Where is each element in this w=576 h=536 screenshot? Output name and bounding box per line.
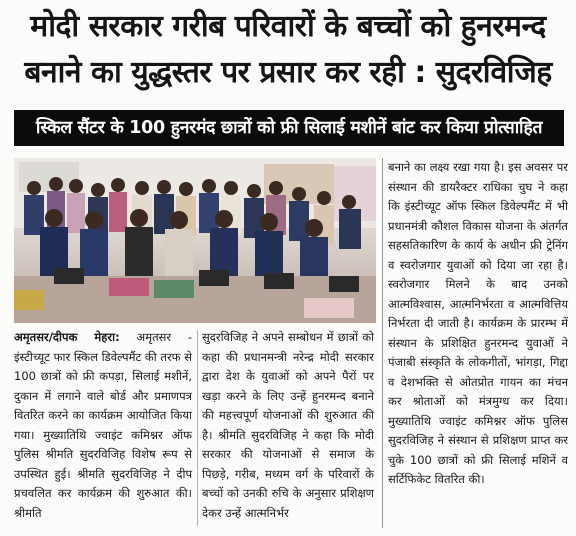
article-column-3: बनाने का लक्ष्य रखा गया है। इस अवसर पर संस्थान की डायरैक्टर राधिका चुघ ने कहा कि इंस्टीच्यूट ऑफ स्किल डिवेल्पमैंट में भी प्रधानमंत्री कौशल विकास योजना के अंतर्गत सहसतिकारिण के कार्य के अधीन फ्री ट्रेनिंग व स्वरोजगार युवाओं को दिया जा रहा है। स्वरोजगार मिलने के बाद उनको आत्मविश्वास, आत्मनिर्भरता व आत्मवित्तिय निर्भरता दी जाती है। कार्यक्रम के प्रारम्भ में संस्थान के प्रशिक्षित हुनरमन्द युवाओं ने पंजाबी संस्कृति के लोकगीतों, भांगड़ा, गिद्दा व देशभक्ति से ओतप्रोत गायन का मंचन कर श्रोताओं को मंत्रमुग्ध कर दिया। मुख्यातिथि ज्वाइंट कमिश्नर ऑफ पुलिस सुदरविजिह ने संस्थान से प्रशिक्षण प्राप्त कर चुके 100 छात्रों को फ्री सिलाई मशिनें व सर्टिफिकेट वितरित की।	[388, 160, 568, 486]
dateline: अमृतसर/दीपक मेहरा:	[14, 330, 120, 344]
group-photo	[14, 158, 376, 323]
group-photo-illustration	[14, 158, 376, 323]
headline-line-2: बनाने का युद्धस्तर पर प्रसार कर रही : सुदरविजिह	[24, 55, 552, 90]
article-column-2: सुदरविजिह ने अपने सम्बोधन में छात्रों को कहा की प्रधानमन्त्री नरेन्द्र मोदी सरकार द्वारा देश के युवाओं को अपने पैरों पर खड़ा करने के लिए उन्हें हुनरमन्द बनाने की महत्त्वपूर्ण योजनाओं की शुरुआत की है। श्रीमति सुदरविजिह ने कहा कि मोदी सरकार की योजनाओं से समाज के पिछड़े, गरीब, मध्यम वर्ग के परिवारों के बच्चों को उनकी रुचि के अनुसार प्रशिक्षण देकर उन्हें आत्मनिर्भर	[202, 330, 374, 520]
column-divider-lower	[197, 330, 198, 526]
headline	[6, 4, 570, 96]
article-column-1	[14, 328, 192, 523]
article-column-1-text: अमृतसर - इंस्टीच्यूट फार स्किल डिवेल्पमैंट की तरफ से 100 छात्रों को फ्री कपड़ा, सिलाई मशीनें, दुकान में लगाने वाले बोर्ड और प्रमाणपत्र वितरित करने का कार्यक्रम आयोजित किया गया। मुख्यातिथि ज्वाइंट कमिश्नर ऑफ पुलिस श्रीमति सुदरविजिह विशेष रूप से उपस्थित हुई। श्रीमति सुदरविजिह ने दीप प्रचवलित कर कार्यक्रम की शुरुआत की। श्रीमति	[14, 330, 192, 520]
subheadline-bar: स्किल सैंटर के 100 हुनरमंद छात्रों को फ्री सिलाई मशीनें बांट कर किया प्रोत्साहित	[14, 110, 564, 146]
headline-line-1: मोदी सरकार गरीब परिवारों के बच्चों को हुनरमन्द	[30, 9, 546, 44]
column-divider	[382, 158, 383, 528]
